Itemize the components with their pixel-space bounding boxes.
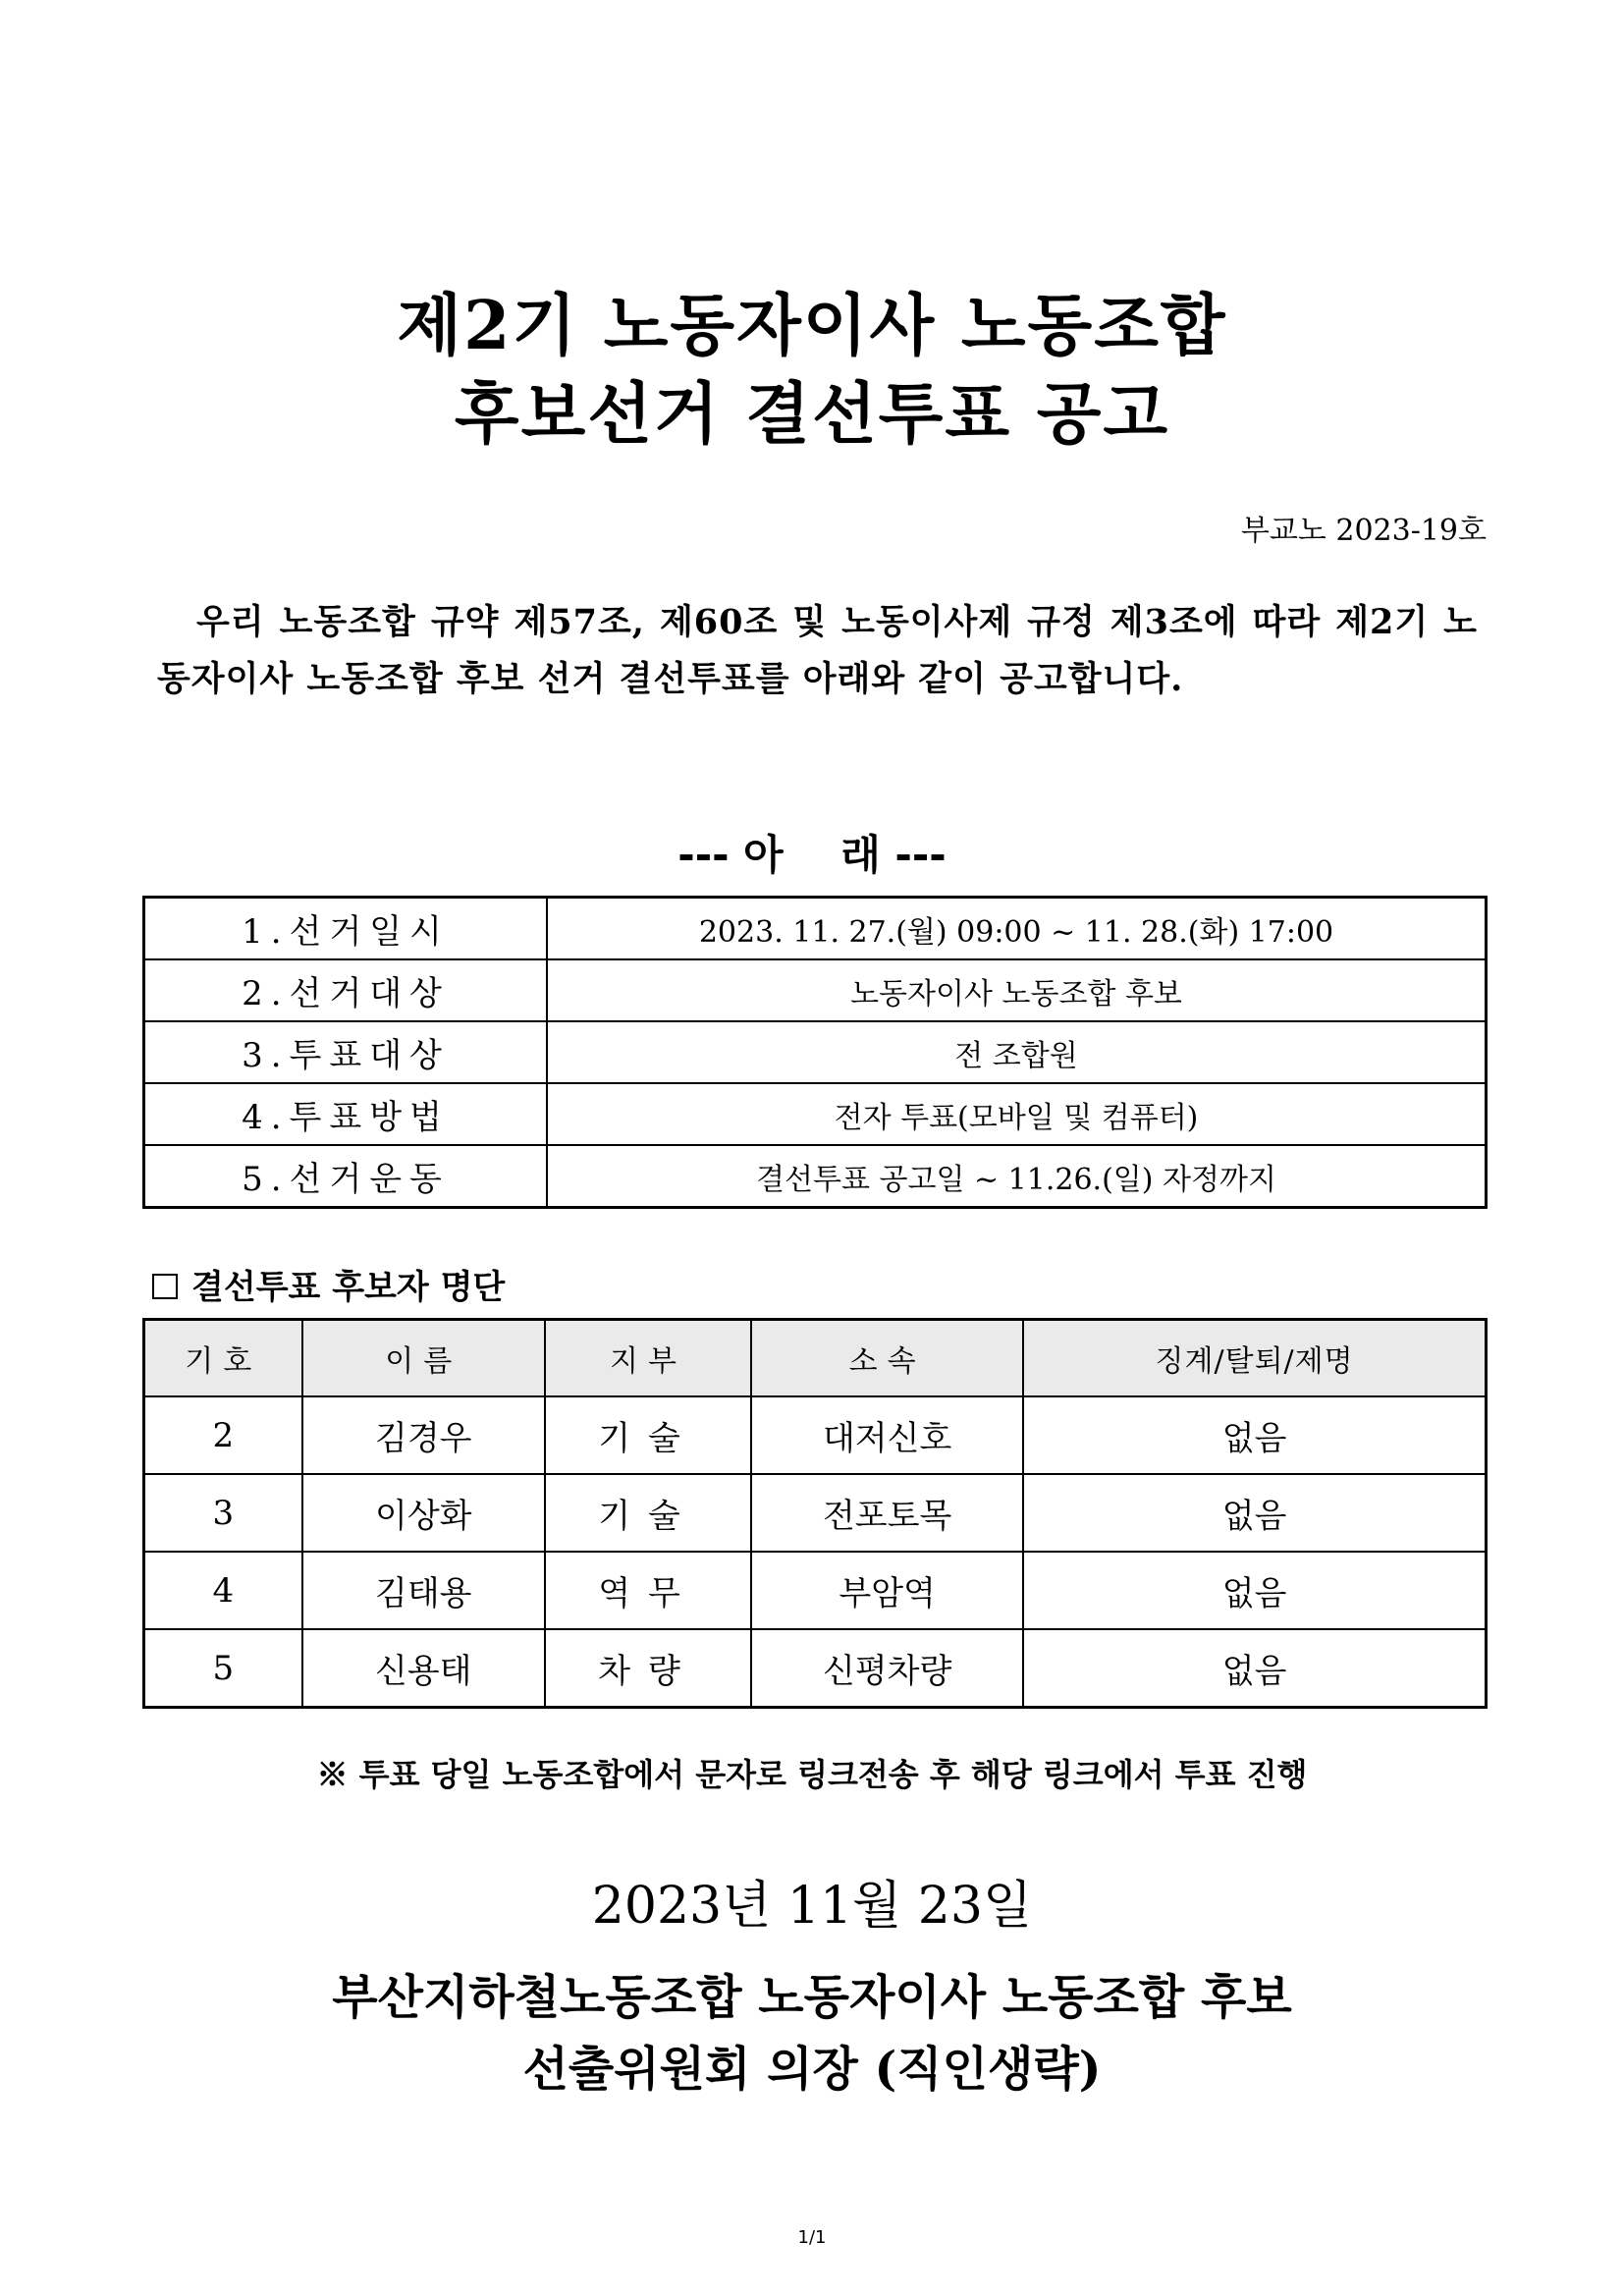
candidates-header-cell: 징계/탈퇴/제명	[1023, 1320, 1486, 1397]
page-title-line1: 제2기 노동자이사 노동조합	[397, 287, 1227, 365]
info-value: 전 조합원	[547, 1021, 1487, 1083]
info-value: 결선투표 공고일 ~ 11.26.(일) 자정까지	[547, 1145, 1487, 1208]
voting-note: ※ 투표 당일 노동조합에서 문자로 링크전송 후 해당 링크에서 투표 진행	[316, 1756, 1308, 1793]
candidates-title: 결선투표 후보자 명단	[191, 1268, 506, 1307]
info-label: 5.선거운동	[144, 1145, 548, 1208]
candidates-header-cell: 기호	[144, 1320, 302, 1397]
checkbox-square-icon	[152, 1274, 178, 1299]
info-label: 3.투표대상	[144, 1021, 548, 1083]
info-row	[144, 959, 1487, 1021]
page-number: 1/1	[797, 2227, 827, 2248]
table-row	[144, 1396, 1487, 1474]
table-row	[144, 1552, 1487, 1629]
info-value: 노동자이사 노동조합 후보	[547, 959, 1487, 1021]
candidate-cell: 김경우	[302, 1396, 545, 1474]
candidate-cell: 3	[144, 1474, 302, 1552]
page-title-line2: 후보선거 결선투표 공고	[454, 375, 1170, 454]
candidate-cell: 부암역	[751, 1552, 1023, 1629]
organization-line2: 선출위원회 의장 (직인생략)	[522, 2042, 1102, 2097]
info-value: 전자 투표(모바일 및 컴퓨터)	[547, 1083, 1487, 1145]
candidate-cell: 김태용	[302, 1552, 545, 1629]
candidate-cell: 대저신호	[751, 1396, 1023, 1474]
section-heading: --- 아 래 ---	[677, 831, 947, 879]
table-row	[144, 1474, 1487, 1552]
candidate-cell: 없음	[1023, 1474, 1486, 1552]
candidates-header-cell: 이름	[302, 1320, 545, 1397]
candidate-cell: 신평차량	[751, 1629, 1023, 1708]
candidate-cell: 없음	[1023, 1552, 1486, 1629]
candidates-header-cell: 지부	[545, 1320, 751, 1397]
intro-paragraph: 우리 노동조합 규약 제57조, 제60조 및 노동이사제 규정 제3조에 따라 제2기 노동자이사 노동조합 후보 선거 결선투표를 아래와 같이 공고합니다.	[157, 602, 1478, 699]
info-row	[144, 898, 1487, 960]
candidate-cell: 차량	[545, 1629, 751, 1708]
info-value: 2023. 11. 27.(월) 09:00 ~ 11. 28.(화) 17:00	[547, 898, 1487, 960]
candidate-cell: 없음	[1023, 1629, 1486, 1708]
candidate-cell: 신용태	[302, 1629, 545, 1708]
table-row	[144, 1629, 1487, 1708]
candidate-cell: 2	[144, 1396, 302, 1474]
candidate-cell: 이상화	[302, 1474, 545, 1552]
candidate-cell: 4	[144, 1552, 302, 1629]
info-label: 2.선거대상	[144, 959, 548, 1021]
candidate-cell: 역무	[545, 1552, 751, 1629]
election-info-table	[142, 896, 1488, 1209]
organization-line1: 부산지하철노동조합 노동자이사 노동조합 후보	[332, 1970, 1292, 2025]
info-label: 1.선거일시	[144, 898, 548, 960]
candidates-table	[142, 1318, 1488, 1709]
info-label: 4.투표방법	[144, 1083, 548, 1145]
info-row	[144, 1021, 1487, 1083]
info-row	[144, 1083, 1487, 1145]
candidates-section-title	[152, 1260, 505, 1308]
candidate-cell: 없음	[1023, 1396, 1486, 1474]
info-row	[144, 1145, 1487, 1208]
candidate-cell: 기술	[545, 1396, 751, 1474]
candidate-cell: 기술	[545, 1474, 751, 1552]
announcement-date: 2023년 11월 23일	[591, 1877, 1033, 1936]
candidate-cell: 5	[144, 1629, 302, 1708]
document-number: 부교노 2023-19호	[1240, 514, 1487, 548]
candidates-header-cell: 소속	[751, 1320, 1023, 1397]
candidate-cell: 전포토목	[751, 1474, 1023, 1552]
